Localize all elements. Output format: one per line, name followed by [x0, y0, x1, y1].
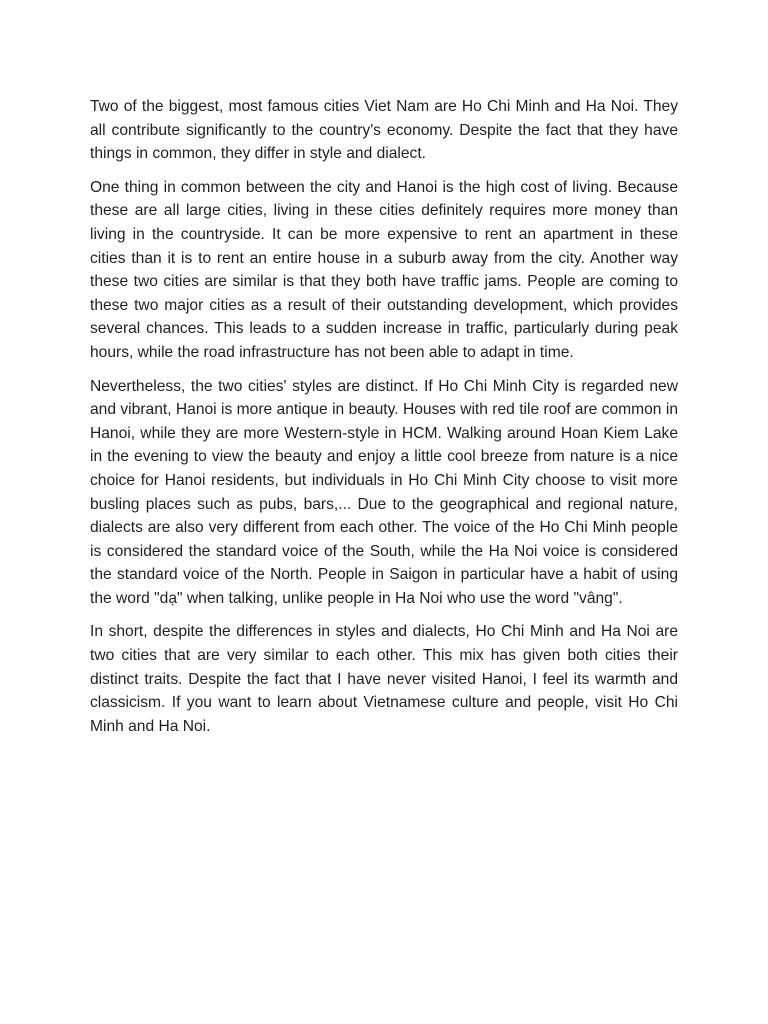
paragraph-conclusion: In short, despite the differences in styles and dialects, Ho Chi Minh and Ha Noi are two cities that are very similar to each other. This mix has given both cities their distinct traits. Despite the fact that I have never visited Hanoi, I feel its warmth and classicism. If you want to learn about Vietnamese culture and people, visit Ho Chi Minh and Ha Noi. [90, 623, 678, 735]
paragraph-similarities: One thing in common between the city and Hanoi is the high cost of living. Because these are all large cities, living in these cities definitely requires more money than living in the countryside. It can be more expensive to rent an apartment in these cities than it is to rent an entire house in a suburb away from the city. Another way these two cities are similar is that they both have traffic jams. People are coming to these two major cities as a result of their outstanding development, which provides several chances. This leads to a sudden increase in traffic, particularly during peak hours, while the road infrastructure has not been able to adapt in time. [90, 178, 678, 361]
paragraph-differences: Nevertheless, the two cities' styles are distinct. If Ho Chi Minh City is regarded new and vibrant, Hanoi is more antique in beauty. Houses with red tile roof are common in Hanoi, while they are more Western-style in HCM. Walking around Hoan Kiem Lake in the evening to view the beauty and enjoy a little cool breeze from nature is a nice choice for Hanoi residents, but individuals in Ho Chi Minh City choose to visit more busling places such as pubs, bars,... Due to the geographical and regional nature, dialects are also very different from each other. The voice of the Ho Chi Minh people is considered the standard voice of the South, while the Ha Noi voice is considered the standard voice of the North. People in Saigon in particular have a habit of using the word "dạ" when talking, unlike people in Ha Noi who use the word "vâng". [90, 377, 678, 607]
document-page [90, 95, 678, 748]
paragraph-intro: Two of the biggest, most famous cities Viet Nam are Ho Chi Minh and Ha Noi. They all contribute significantly to the country's economy. Despite the fact that they have things in common, they differ in style and dialect. [90, 98, 678, 163]
